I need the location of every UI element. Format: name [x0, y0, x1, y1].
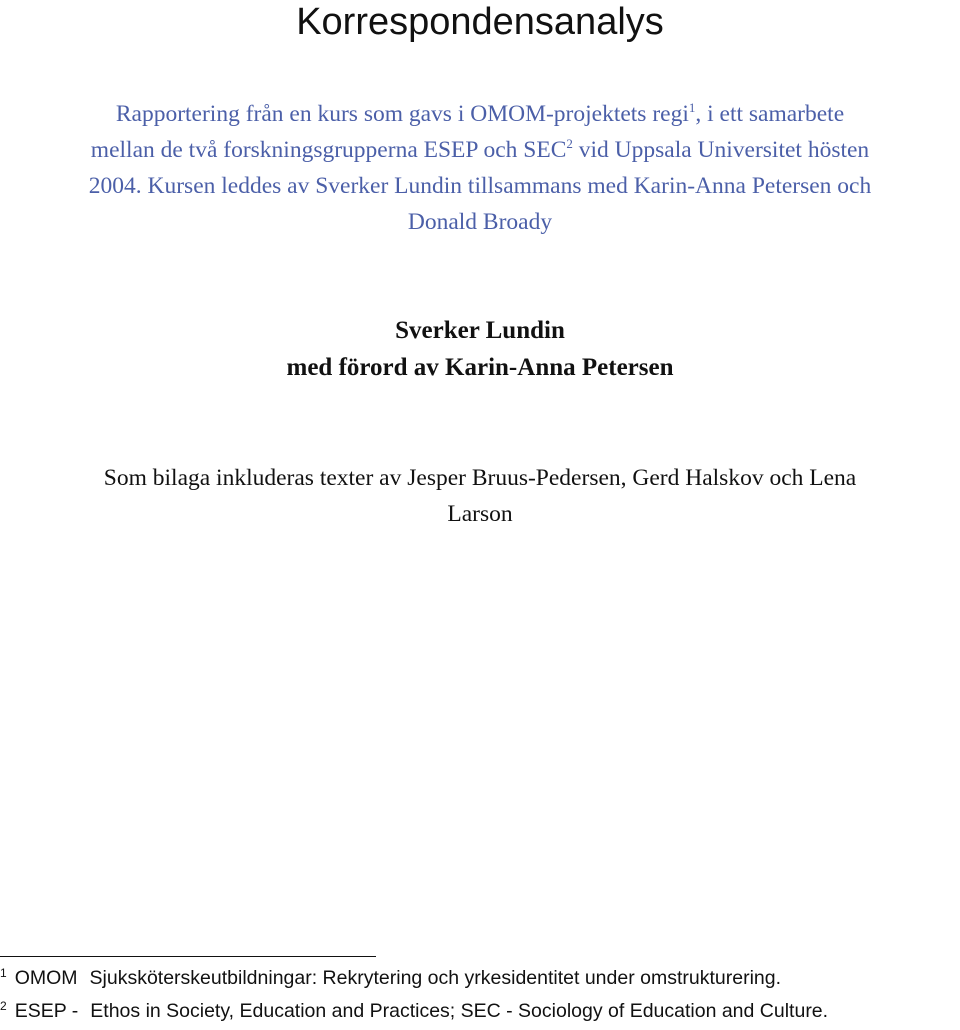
document-title: Korrespondensanalys — [296, 1, 664, 43]
footnote-text-1: Sjuksköterskeutbildningar: Rekrytering och yrkesidentitet under omstrukturering. — [89, 967, 782, 989]
footnote-2 — [0, 995, 960, 1028]
footnote-ref-1: 1 — [688, 100, 696, 116]
author-name: Sverker Lundin — [395, 317, 565, 344]
intro-line-1: Rapportering från en kurs som gavs i OMOM-projektets regi$^1$, i ett samarbete — [115, 100, 845, 127]
footnote-term-1: OMOM — [14, 967, 78, 989]
footnotes — [0, 962, 960, 1028]
appendix-line-1: Som bilaga inkluderas texter av Jesper Bruus-Pedersen, Gerd Halskov och Lena — [103, 465, 857, 491]
intro-paragraph — [0, 96, 960, 240]
footnote-1 — [0, 962, 960, 995]
intro-line-3: 2004. Kursen leddes av Sverker Lundin tillsammans med Karin-Anna Petersen och — [88, 173, 872, 199]
appendix-note — [0, 460, 960, 532]
appendix-line-2: Larson — [447, 501, 513, 527]
footnote-term-2: ESEP - — [14, 1000, 79, 1022]
author-block — [0, 312, 960, 386]
footnote-ref-2: 2 — [566, 136, 573, 152]
footnote-text-2: Ethos in Society, Education and Practices; SEC - Sociology of Education and Culture. — [90, 1000, 829, 1022]
footnote-separator — [0, 956, 376, 957]
footnote-marker-2: 2 — [0, 998, 7, 1013]
footnote-marker-1: 1 — [0, 965, 7, 980]
intro-line-4: Donald Broady — [407, 209, 553, 235]
foreword-credit: med förord av Karin-Anna Petersen — [286, 354, 674, 381]
intro-line-2: mellan de två forskningsgrupperna ESEP och SEC$^2$ vid Uppsala Universitet hösten — [90, 136, 870, 163]
